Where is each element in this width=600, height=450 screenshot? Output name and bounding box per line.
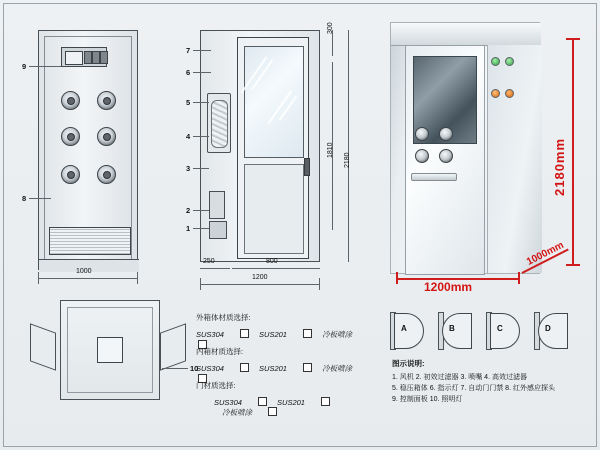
spec-checkbox-door-2[interactable] [321,397,330,406]
spec-checkbox-exterior-1[interactable] [240,329,249,338]
inner-height-dim-label: 1810 [327,142,334,158]
callout-9-leader [29,66,61,67]
callout-6: 6 [186,68,191,77]
photo-width-label: 1200mm [424,280,473,294]
spec-checkbox-door-1[interactable] [258,397,267,406]
depth-main-dim-label: 800 [266,258,278,265]
depth-total-dim-label: 1200 [252,274,268,281]
door-handle [304,158,310,176]
photo-width-tick-right [518,272,520,284]
depth-left-dim-line [200,268,230,269]
depth-total-tick-right [319,278,320,290]
callout-9: 9 [22,62,27,71]
callout-5: 5 [186,98,191,107]
spec-option-exterior-3[interactable]: 冷板喷涂 [322,330,353,339]
door-assembly [237,37,309,259]
spec-options-interior [196,363,376,380]
photo-nozzle [415,149,429,163]
door-swing-options [390,312,580,352]
spec-option-exterior-2[interactable]: SUS201 [259,330,287,339]
indicator-light-green-2 [505,57,514,66]
swing-label-c: C [497,324,503,333]
spec-option-interior-1[interactable]: SUS304 [196,364,224,373]
swing-label-b: B [449,324,455,333]
indicator-light-green [491,57,500,66]
filter-box [209,221,227,239]
section-view [200,30,320,262]
air-nozzle [61,127,80,146]
spec-title-interior: 内箱材质选择: [196,347,244,356]
legend-item-line-2: 5. 稳压箱体 6. 指示灯 7. 自动门门禁 8. 红外感应探头 [392,385,555,392]
door-glass-window [244,46,304,158]
spec-option-exterior-1[interactable]: SUS304 [196,330,224,339]
fan-unit [207,93,231,153]
control-display [65,51,83,65]
photo-nozzle [439,127,453,141]
swing-label-d: D [545,324,551,333]
air-nozzle [61,165,80,184]
swing-option-c[interactable] [486,312,522,348]
spec-row-exterior [196,312,376,329]
front-width-tick-right [137,272,138,284]
legend-title: 图示说明: [392,359,425,368]
front-width-dim-label: 1000 [76,268,92,275]
swing-leaf [490,313,520,349]
swing-label-a: A [401,324,407,333]
callout-6-leader [193,72,211,73]
swing-option-d[interactable] [534,312,570,348]
photo-nozzle [415,127,429,141]
front-width-dim-line [38,278,138,279]
photo-height-dim-line [572,38,574,266]
callout-4: 4 [186,132,191,141]
swing-option-a[interactable] [390,312,426,348]
spec-options-exterior [196,329,376,346]
swing-leaf [538,313,568,349]
callout-2: 2 [186,206,191,215]
photo-depth-label: 1000mm [525,239,566,268]
pressure-box [209,191,225,219]
spec-options-door [196,397,376,417]
photo-height-tick-top [566,38,580,40]
spec-checkbox-door-3[interactable] [268,407,277,416]
callout-1: 1 [186,224,191,233]
callout-3-leader [193,168,209,169]
fan-blade [211,100,228,148]
spec-title-door: 门材质选择: [196,381,236,390]
callout-3: 3 [186,164,191,173]
callout-7: 7 [186,46,191,55]
photo-roof [391,23,541,46]
air-nozzle [97,127,116,146]
callout-2-leader [193,210,209,211]
control-switch-3 [100,51,108,64]
spec-checkbox-interior-1[interactable] [240,363,249,372]
callout-8-leader [29,198,51,199]
indicator-light-orange [491,89,500,98]
photo-height-tick-bottom [566,264,580,266]
plan-center-module [97,337,123,363]
legend-block [392,358,592,405]
callout-1-leader [193,228,209,229]
air-nozzle [97,165,116,184]
callout-10-leader [162,368,188,369]
spec-option-interior-3[interactable]: 冷板喷涂 [322,364,353,373]
callout-4-leader [193,136,209,137]
return-air-grille [49,227,131,255]
swing-option-b[interactable] [438,312,474,348]
top-dim-label: 300 [327,22,334,34]
glass-glint [279,95,298,121]
control-switch-2 [92,51,100,64]
total-height-dim-line [348,30,349,262]
indicator-light-orange-2 [505,89,514,98]
control-switch-1 [84,51,92,64]
spec-row-door [196,380,376,397]
spec-option-interior-2[interactable]: SUS201 [259,364,287,373]
photo-width-tick-left [396,272,398,284]
spec-checkbox-exterior-2[interactable] [303,329,312,338]
photo-height-label: 2180mm [552,137,567,196]
product-photo [390,22,540,274]
depth-total-dim-line [200,284,320,285]
photo-nozzle [439,149,453,163]
air-nozzle [97,91,116,110]
callout-8: 8 [22,194,27,203]
callout-5-leader [193,102,209,103]
spec-row-interior [196,346,376,363]
depth-main-dim-line [232,268,320,269]
depth-left-dim-label: 250 [203,258,215,265]
total-height-dim-label: 2180 [344,152,351,168]
legend-item-line-3: 9. 控制面板 10. 照明灯 [392,396,463,403]
material-spec-block [196,312,376,417]
door-lower-panel [244,164,304,254]
air-nozzle [61,91,80,110]
plan-view [60,300,160,400]
callout-7-leader [193,50,211,51]
photo-air-bar [411,173,457,181]
control-panel-box [61,47,107,67]
front-width-tick-left [38,272,39,284]
depth-total-tick-left [200,278,201,290]
spec-option-door-2[interactable]: SUS201 [277,398,305,407]
swing-leaf [394,313,424,349]
spec-checkbox-interior-2[interactable] [303,363,312,372]
photo-side-panel [487,45,542,273]
legend-item-line-1: 1. 风机 2. 初效过滤器 3. 喷嘴 4. 高效过滤器 [392,374,527,381]
callout-10: 10 [190,364,199,373]
spec-option-door-3[interactable]: 冷板喷涂 [222,408,252,417]
spec-title-exterior: 外箱体材质选择: [196,313,251,322]
spec-option-door-1[interactable]: SUS304 [214,398,242,407]
swing-leaf [442,313,472,349]
